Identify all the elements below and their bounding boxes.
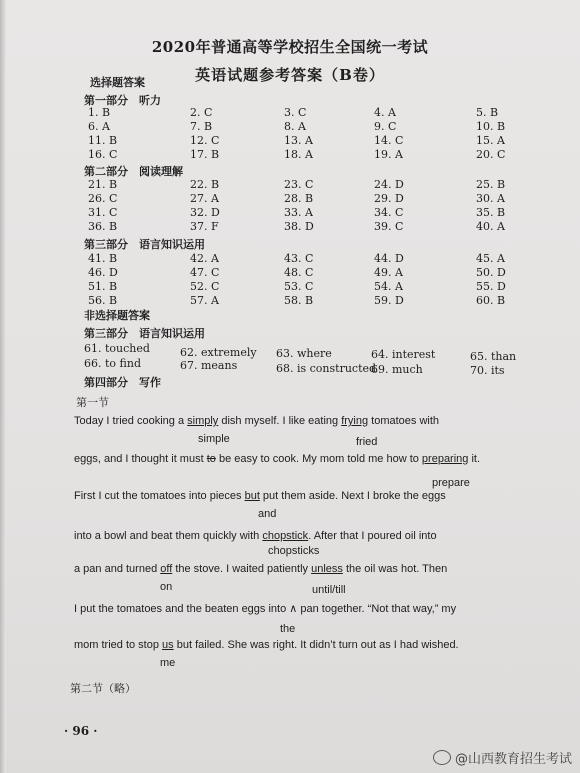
weibo-icon: [433, 750, 451, 765]
correction: the: [280, 623, 296, 635]
answer-64: 64. interest: [371, 348, 436, 361]
answer-69: 69. much: [371, 363, 423, 376]
answer-70: 70. its: [470, 364, 505, 377]
section1-heading: 第一节: [76, 396, 109, 409]
correction: simple: [198, 433, 230, 445]
essay-line-1: Today I tried cooking a simply dish myself. I like eating frying tomatoes with: [74, 415, 440, 427]
answer-62: 62. extremely: [180, 346, 257, 359]
part3-heading: 第三部分 语言知识运用: [84, 238, 205, 251]
answer-66: 66. to find: [84, 357, 141, 370]
correction: me: [160, 657, 176, 669]
correction: and: [258, 508, 277, 520]
page-fold-shadow: [0, 0, 6, 773]
correction: chopsticks: [268, 545, 320, 557]
nonchoice-section-heading: 非选择题答案: [84, 309, 150, 322]
exam-title: 2020年普通高等学校招生全国统一考试: [151, 38, 429, 56]
part2-heading: 第二部分 阅读理解: [84, 165, 183, 178]
part1-heading: 第一部分 听力: [84, 94, 161, 107]
part3b-heading: 第三部分 语言知识运用: [84, 327, 205, 340]
correction: on: [160, 581, 173, 593]
answer-61: 61. touched: [84, 342, 150, 355]
essay-line-4: into a bowl and beat them quickly with chopstick. After that I poured oil into: [74, 530, 437, 542]
part4-heading: 第四部分 写作: [84, 376, 161, 389]
essay-line-6: I put the tomatoes and the beaten eggs into ∧ pan together. “Not that way,” my: [74, 603, 457, 615]
essay-line-2: eggs, and I thought it must to be easy to cook. My mom told me how to preparing it.: [74, 453, 481, 465]
watermark-text: @山西教育招生考试: [454, 752, 572, 767]
answer-sheet-page: 2020年普通高等学校招生全国统一考试 英语试题参考答案（B卷） 选择题答案 第一部分 听力 1. B 2. C 3. C 4. A 5. B 6. A 7. B 8. A 9. C 10. B 11. B 12. C 13. A 14. C 15. A 16. C 17. B 18. A 19. A 20. C 第二部分 阅读理解 21. B 22. B 23. C 24. D 25. B 26. C 27. A 28. B 29. D 30. A 31. C 32. D 33. A 34. C 35. B 36. B 37. F 38. D 39. C 40. A 第三部分 语言知识运用 41. B 42. A 43. C 44. D 45. A 46. D 47. C 48. C 49. A 50. D 51. B 52. C 53. C 54. A 55. D 56. B 57. A 58. B 59. D 60. B 非选择题答案 第三部分 语言知识运用 61. touched 62. extremely 63. where 64. interest 65. than 66. to find 67. means 68. is constructed 69. much 70. its 第四部分 写作 第一节 Today I tried cooking a simply dish myself. I like eating frying tomatoes with simple fried eggs, and I thought it must to be easy to cook. My mom told me how to preparing it. prepare First I cut the tomatoes into pieces but put them aside. Next I broke the eggs and into a bowl and beat them quickly with chopstick. After that I poured oil into chopsticks a pan and turned off the stove. I waited patiently unless the oil was hot. Then on until/till I put the tomatoes and the beaten eggs into ∧ pan together. “Not that way,” my the mom tried to stop us but failed. She was right. It didn’t turn out as I had wished. me 第二节（略） · 96 · @山西教育招生考试: [0, 0, 580, 773]
essay-line-3: First I cut the tomatoes into pieces but put them aside. Next I broke the eggs: [74, 490, 446, 502]
watermark: [433, 748, 572, 767]
essay-line-7: mom tried to stop us but failed. She was right. It didn’t turn out as I had wished.: [74, 639, 459, 651]
correction: until/till: [312, 584, 346, 596]
essay-line-5: a pan and turned off the stove. I waited patiently unless the oil was hot. Then: [74, 563, 448, 575]
correction: prepare: [432, 477, 470, 489]
answer-key-title: 英语试题参考答案（B卷）: [195, 66, 385, 84]
correction: fried: [356, 436, 378, 448]
choice-section-heading: 选择题答案: [90, 76, 145, 89]
answer-68: 68. is constructed: [276, 362, 377, 375]
section2-heading: 第二节（略）: [70, 682, 136, 695]
page-number: · 96 ·: [64, 724, 98, 738]
answer-65: 65. than: [470, 350, 517, 363]
answer-67: 67. means: [180, 359, 238, 372]
answer-63: 63. where: [276, 347, 332, 360]
